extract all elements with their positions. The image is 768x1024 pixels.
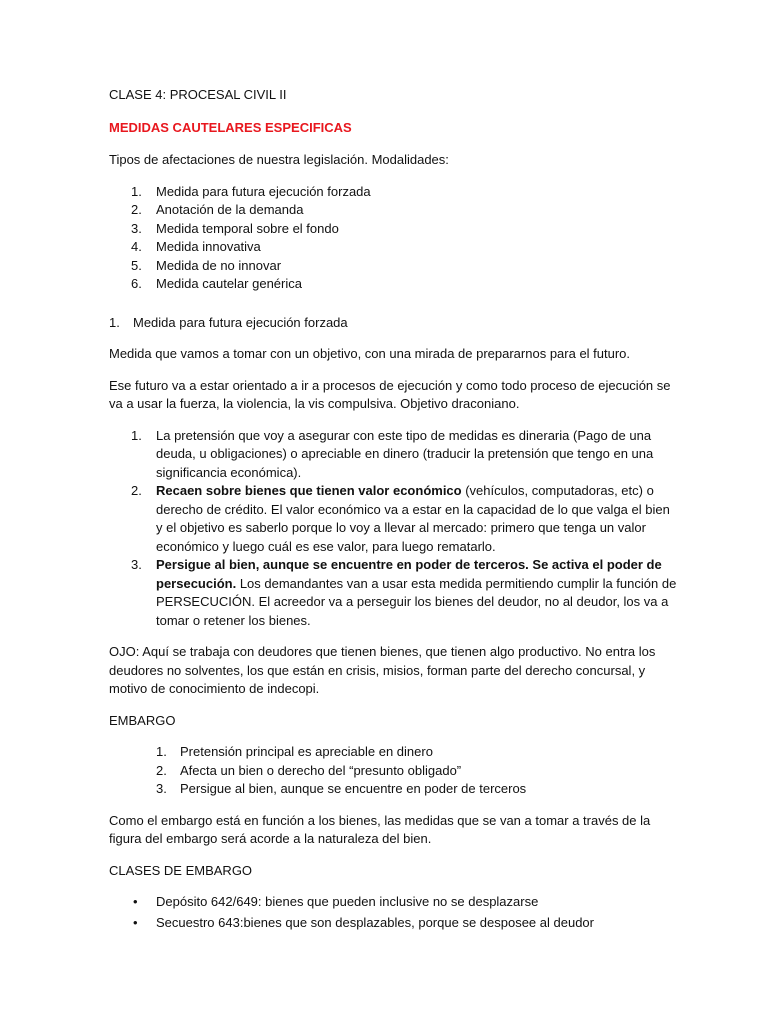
list-item: 6. Medida cautelar genérica	[131, 276, 302, 291]
intro-paragraph: Tipos de afectaciones de nuestra legislación. Modalidades:	[109, 152, 449, 167]
list-item: 1. Pretensión principal es apreciable en dinero	[156, 744, 433, 759]
list-item: 3. Persigue al bien, aunque se encuentre en poder de terceros. Se activa el poder de persecución. Los demandantes van a usar esta medida permitiendo cumplir la función de PERSECUCIÓN. El acreedor va a perseguir los bienes del deudor, no al deudor, los va a tomar o retener los bienes.	[131, 557, 677, 628]
embargo-paragraph: Como el embargo está en función a los bienes, las medidas que se van a tomar a través de la figura del embargo será acorde a la naturaleza del bien.	[109, 812, 651, 846]
list-item: • Depósito 642/649: bienes que pueden inclusive no se desplazarse	[109, 893, 678, 912]
paragraph: Ese futuro va a estar orientado a ir a procesos de ejecución y como todo proceso de ejecución se va a usar la fuerza, la violencia, la vis compulsiva. Objetivo draconiano.	[109, 377, 671, 411]
section-heading-red: MEDIDAS CAUTELARES ESPECIFICAS	[109, 119, 352, 135]
clases-list	[109, 893, 678, 932]
list-item: 3. Persigue al bien, aunque se encuentre en poder de terceros	[156, 781, 527, 796]
list-item: 3. Medida temporal sobre el fondo	[131, 220, 339, 236]
list-item: 2. Afecta un bien o derecho del “presunto obligado”	[156, 762, 462, 778]
ojo-paragraph: OJO: Aquí se trabaja con deudores que tienen bienes, que tienen algo productivo. No entra los deudores no solventes, los que están en crisis, misios, forman parte del derecho concursal, y motivo de conocimiento de indecopi.	[109, 644, 656, 696]
list-item: 2. Anotación de la demanda	[131, 202, 304, 217]
page-title: CLASE 4: PROCESAL CIVIL II	[109, 87, 287, 102]
clases-heading: CLASES DE EMBARGO	[109, 862, 253, 878]
list-item: 4. Medida innovativa	[131, 239, 261, 254]
caracteristicas-list	[109, 427, 678, 631]
list-item: 5. Medida de no innovar	[131, 257, 282, 273]
paragraph: Medida que vamos a tomar con un objetivo, con una mirada de prepararnos para el futuro.	[109, 346, 631, 361]
list-item: 1. La pretensión que voy a asegurar con este tipo de medidas es dineraria (Pago de una deuda, u obligaciones) o apreciable en dinero (traducir la pretensión que tengo en una significancia económica).	[131, 427, 654, 480]
bullet-icon: •	[133, 914, 138, 930]
list-item: 2. Recaen sobre bienes que tienen valor económico (vehículos, computadoras, etc) o derecho de crédito. El valor económico va a estar en la capacidad de lo que valga el bien y el objetivo es saberlo porque lo voy a llevar al mercado: primero que tenga un valor económico y luego cuál es ese valor, para luego rematarlo.	[131, 483, 670, 554]
list-item: • Secuestro 643:bienes que son desplazables, porque se desposee al deudor	[109, 914, 678, 933]
modalidades-list	[109, 183, 678, 294]
subsection-heading: 1. Medida para futura ejecución forzada	[109, 314, 348, 330]
embargo-list	[109, 743, 678, 799]
embargo-heading: EMBARGO	[109, 712, 176, 728]
bullet-icon: •	[133, 894, 138, 909]
list-item: 1. Medida para futura ejecución forzada	[131, 183, 371, 199]
